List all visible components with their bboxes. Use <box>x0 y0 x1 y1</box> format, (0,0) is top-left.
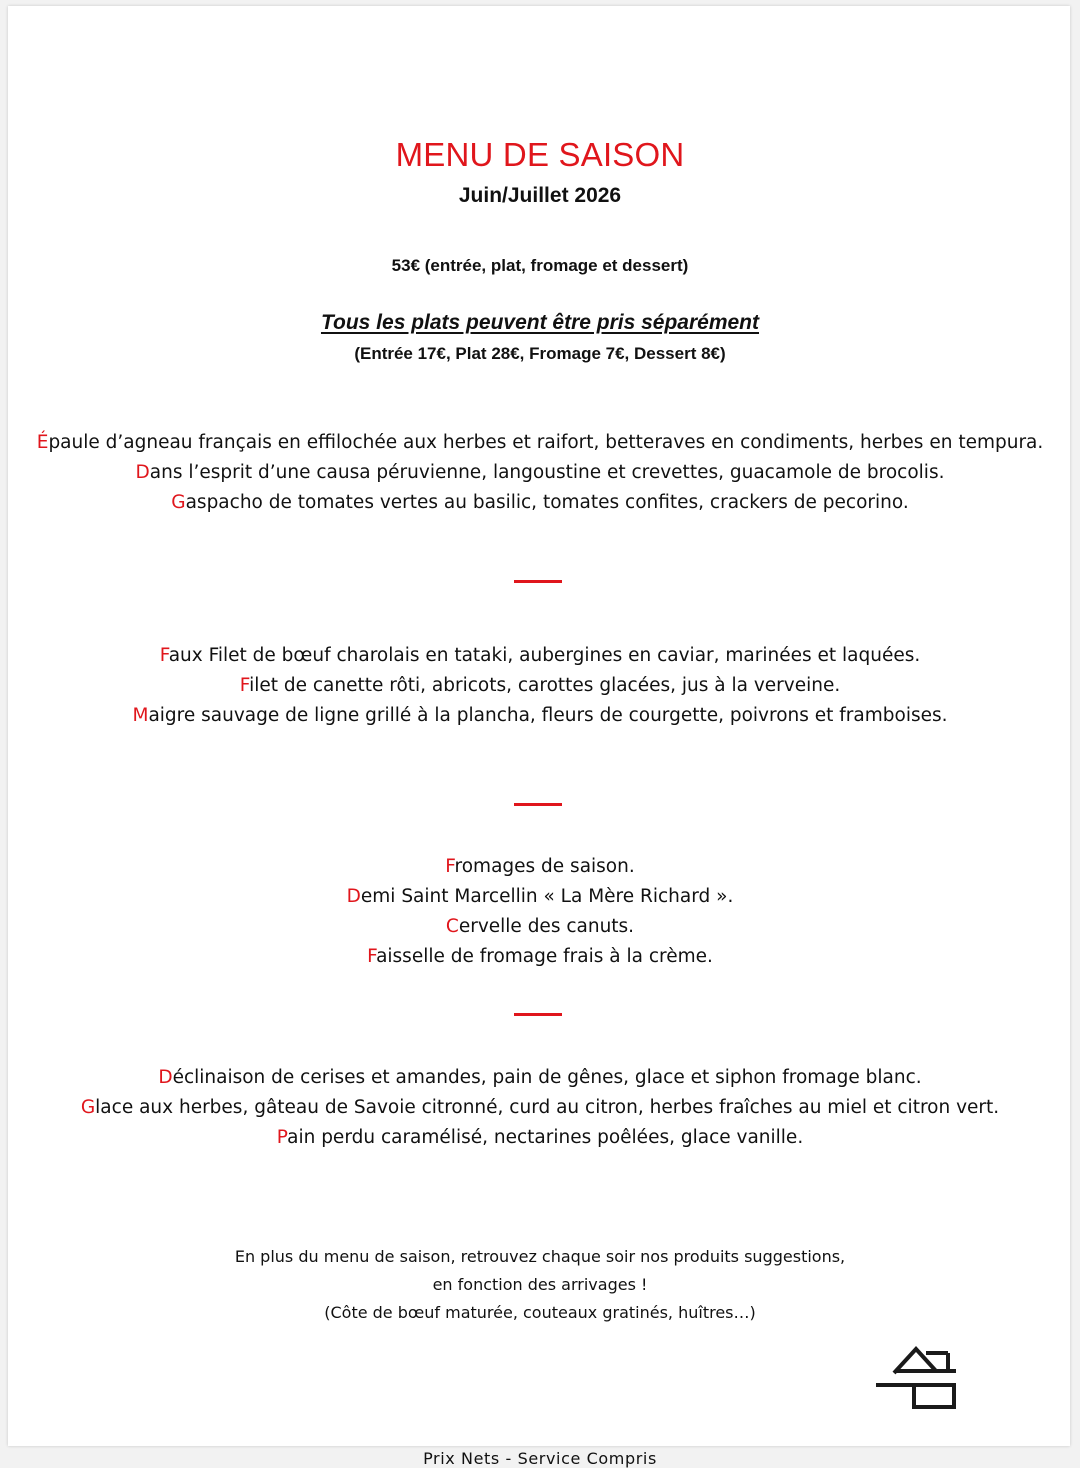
entrees-section <box>0 428 1080 518</box>
dish-line <box>0 1093 1080 1123</box>
dish-text: lace aux herbes, gâteau de Savoie citronné, curd au citron, herbes fraîches au miel et citron vert. <box>95 1097 1000 1118</box>
footer-line: en fonction des arrivages ! <box>432 1275 648 1294</box>
dish-initial: F <box>367 946 377 967</box>
dish-initial: P <box>276 1127 288 1148</box>
dish-line <box>0 428 1080 458</box>
dish-text: emi Saint Marcellin « La Mère Richard ». <box>360 886 734 907</box>
dish-initial: D <box>346 886 361 907</box>
dish-line <box>0 671 1080 701</box>
dish-text: aisselle de fromage frais à la crème. <box>376 946 713 967</box>
dish-initial: G <box>171 492 186 513</box>
menu-price: 53€ (entrée, plat, fromage et dessert) <box>391 256 689 275</box>
dish-initial: D <box>158 1067 173 1088</box>
dish-initial: M <box>132 705 149 726</box>
separate-note <box>0 311 1080 335</box>
footer-line: (Côte de bœuf maturée, couteaux gratinés, huîtres…) <box>324 1303 756 1322</box>
dish-line <box>0 458 1080 488</box>
dish-line <box>0 701 1080 731</box>
dish-text: ilet de canette rôti, abricots, carottes glacées, jus à la verveine. <box>249 675 841 696</box>
dish-text: aspacho de tomates vertes au basilic, tomates confites, crackers de pecorino. <box>185 492 909 513</box>
dish-line <box>0 912 1080 942</box>
section-divider <box>514 1013 562 1016</box>
house-logo-icon <box>874 1343 958 1409</box>
section-divider <box>514 580 562 583</box>
desserts-section <box>0 1063 1080 1153</box>
dish-line <box>0 852 1080 882</box>
dish-line <box>0 641 1080 671</box>
footer-line: En plus du menu de saison, retrouvez chaque soir nos produits suggestions, <box>234 1247 846 1266</box>
dish-line <box>0 882 1080 912</box>
footer-note <box>0 1243 1080 1327</box>
dish-line <box>0 488 1080 518</box>
page-subtitle: Juin/Juillet 2026 <box>458 184 622 207</box>
plats-section <box>0 641 1080 731</box>
dish-initial: F <box>239 675 250 696</box>
dish-text: paule d’agneau français en effilochée aux herbes et raifort, betteraves en condiments, herbes en tempura. <box>48 432 1044 453</box>
dish-line <box>0 1123 1080 1153</box>
dish-initial: F <box>445 856 455 877</box>
section-divider <box>514 803 562 806</box>
dish-text: éclinaison de cerises et amandes, pain de gênes, glace et siphon fromage blanc. <box>172 1067 922 1088</box>
dish-initial: D <box>135 462 150 483</box>
legal-text: Prix Nets - Service Compris <box>423 1449 657 1468</box>
page-title: MENU DE SAISON <box>395 136 685 173</box>
dish-initial: F <box>159 645 169 666</box>
fromages-section <box>0 852 1080 972</box>
dish-initial: É <box>36 432 49 453</box>
separate-note-text: Tous les plats peuvent être pris séparément <box>320 311 760 334</box>
dish-initial: C <box>445 916 459 937</box>
dish-text: romages de saison. <box>454 856 635 877</box>
dish-text: ans l’esprit d’une causa péruvienne, langoustine et crevettes, guacamole de brocolis. <box>149 462 945 483</box>
separate-prices: (Entrée 17€, Plat 28€, Fromage 7€, Dessert 8€) <box>354 344 726 363</box>
dish-line <box>0 942 1080 972</box>
dish-text: aux Filet de bœuf charolais en tataki, aubergines en caviar, marinées et laquées. <box>168 645 921 666</box>
dish-text: aigre sauvage de ligne grillé à la plancha, fleurs de courgette, poivrons et framboises. <box>148 705 948 726</box>
dish-initial: G <box>80 1097 96 1118</box>
dish-text: ain perdu caramélisé, nectarines poêlées, glace vanille. <box>287 1127 804 1148</box>
dish-line <box>0 1063 1080 1093</box>
dish-text: ervelle des canuts. <box>458 916 635 937</box>
